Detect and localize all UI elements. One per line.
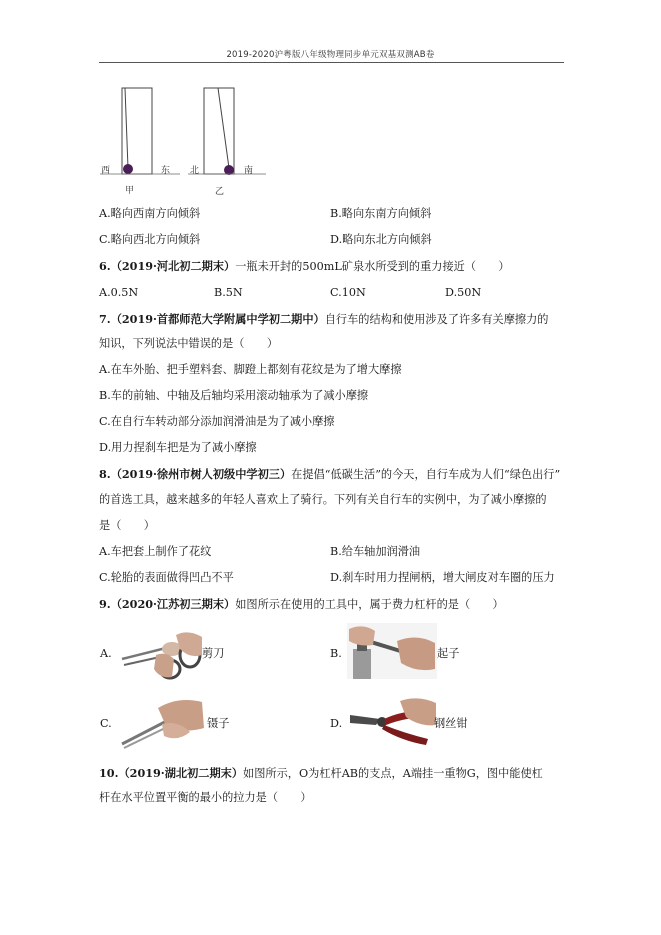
direction-label-east: 东 xyxy=(161,166,171,176)
bottle-opener-icon xyxy=(347,623,437,679)
pendulum-bob-left xyxy=(123,164,133,174)
q8-number: 8. xyxy=(99,467,111,481)
scissors-icon xyxy=(116,625,204,681)
direction-label-south: 南 xyxy=(244,166,254,176)
q7-number: 7. xyxy=(99,312,111,326)
page-header: 2019-2020沪粤版八年级物理同步单元双基双测AB卷 xyxy=(226,50,435,60)
q8-stem-line2: 的首选工具，越来越多的年轻人喜欢上了骑行。下列有关自行车的实例中，为了减小摩擦的 xyxy=(99,493,547,506)
q9-option-d-name: 钢丝钳 xyxy=(434,717,468,730)
direction-label-north: 北 xyxy=(190,166,200,176)
q5-option-c: C.略向西北方向倾斜 xyxy=(99,233,201,246)
q5-option-d: D.略向东北方向倾斜 xyxy=(330,233,432,246)
question-10 xyxy=(99,766,543,781)
q8-option-a: A.车把套上制作了花纹 xyxy=(99,545,212,558)
figure-caption-jia: 甲 xyxy=(125,186,135,196)
header-divider xyxy=(99,62,564,63)
pendulum-bob-right xyxy=(224,165,234,175)
question-7 xyxy=(99,312,549,327)
q7-stem-line1: 自行车的结构和使用涉及了许多有关摩擦力的 xyxy=(324,313,549,326)
q7-option-a: A.在车外胎、把手塑料套、脚蹬上都刻有花纹是为了增大摩擦 xyxy=(99,363,402,376)
q8-option-d: D.刹车时用力捏闸柄，增大闸皮对车圈的压力 xyxy=(330,571,555,584)
q9-option-b-letter: B. xyxy=(330,647,342,660)
q9-option-c-name: 镊子 xyxy=(207,717,230,730)
q10-number: 10. xyxy=(99,766,119,780)
q7-option-c: C.在自行车转动部分添加润滑油是为了减小摩擦 xyxy=(99,415,335,428)
q8-option-b: B.给车轴加润滑油 xyxy=(330,545,421,558)
question-8 xyxy=(99,467,560,482)
q9-option-d-letter: D. xyxy=(330,717,343,730)
pendulum-string-left xyxy=(125,88,128,168)
pendulum-string-right xyxy=(218,88,229,168)
q9-option-a-letter: A. xyxy=(100,647,112,660)
q5-option-b: B.略向东南方向倾斜 xyxy=(330,207,432,220)
q8-source: （2019·徐州市树人初级中学初三） xyxy=(110,467,292,481)
q9-option-b-name: 起子 xyxy=(437,647,460,660)
figure-caption-yi: 乙 xyxy=(215,187,225,197)
q6-number: 6. xyxy=(99,259,111,273)
q8-stem-line1: 在提倡“低碳生活”的今天，自行车成为人们“绿色出行” xyxy=(291,468,561,481)
q6-option-d: D.50N xyxy=(445,286,482,299)
q6-option-a: A.0.5N xyxy=(99,286,139,299)
q9-stem: 如图所示在使用的工具中，属于费力杠杆的是（ ） xyxy=(235,598,504,611)
q7-stem-line2: 知识，下列说法中错误的是（ ） xyxy=(99,337,279,350)
q10-source: （2019·湖北初二期末） xyxy=(118,766,244,780)
q7-option-b: B.车的前轴、中轴及后轴均采用滚动轴承为了减小摩擦 xyxy=(99,389,369,402)
q5-option-a: A.略向西南方向倾斜 xyxy=(99,207,201,220)
q6-source: （2019·河北初二期末） xyxy=(110,259,236,273)
q9-option-c-letter: C. xyxy=(100,717,112,730)
tweezers-icon xyxy=(118,694,206,750)
question-9 xyxy=(99,597,504,612)
q6-stem: 一瓶未开封的500mL矿泉水所受到的重力接近（ ） xyxy=(235,260,510,273)
q9-source: （2020·江苏初三期末） xyxy=(110,597,236,611)
q7-option-d: D.用力捏刹车把是为了减小摩擦 xyxy=(99,441,257,454)
q8-option-c: C.轮胎的表面做得凹凸不平 xyxy=(99,571,234,584)
direction-label-west: 西 xyxy=(101,166,111,176)
pendulum-figure xyxy=(96,82,276,202)
q6-option-b: B.5N xyxy=(214,286,243,299)
q9-option-a-name: 剪刀 xyxy=(202,647,225,660)
question-6 xyxy=(99,259,510,274)
q6-option-c: C.10N xyxy=(330,286,366,299)
pliers-icon xyxy=(346,695,436,749)
q9-number: 9. xyxy=(99,597,111,611)
q10-stem-line2: 杆在水平位置平衡的最小的拉力是（ ） xyxy=(99,791,312,804)
q8-stem-line3: 是（ ） xyxy=(99,519,155,532)
q7-source: （2019·首都师范大学附属中学初二期中） xyxy=(110,312,325,326)
q10-stem-line1: 如图所示，O为杠杆AB的支点，A端挂一重物G，图中能使杠 xyxy=(243,767,543,780)
pendulum-frame-right xyxy=(204,88,234,174)
